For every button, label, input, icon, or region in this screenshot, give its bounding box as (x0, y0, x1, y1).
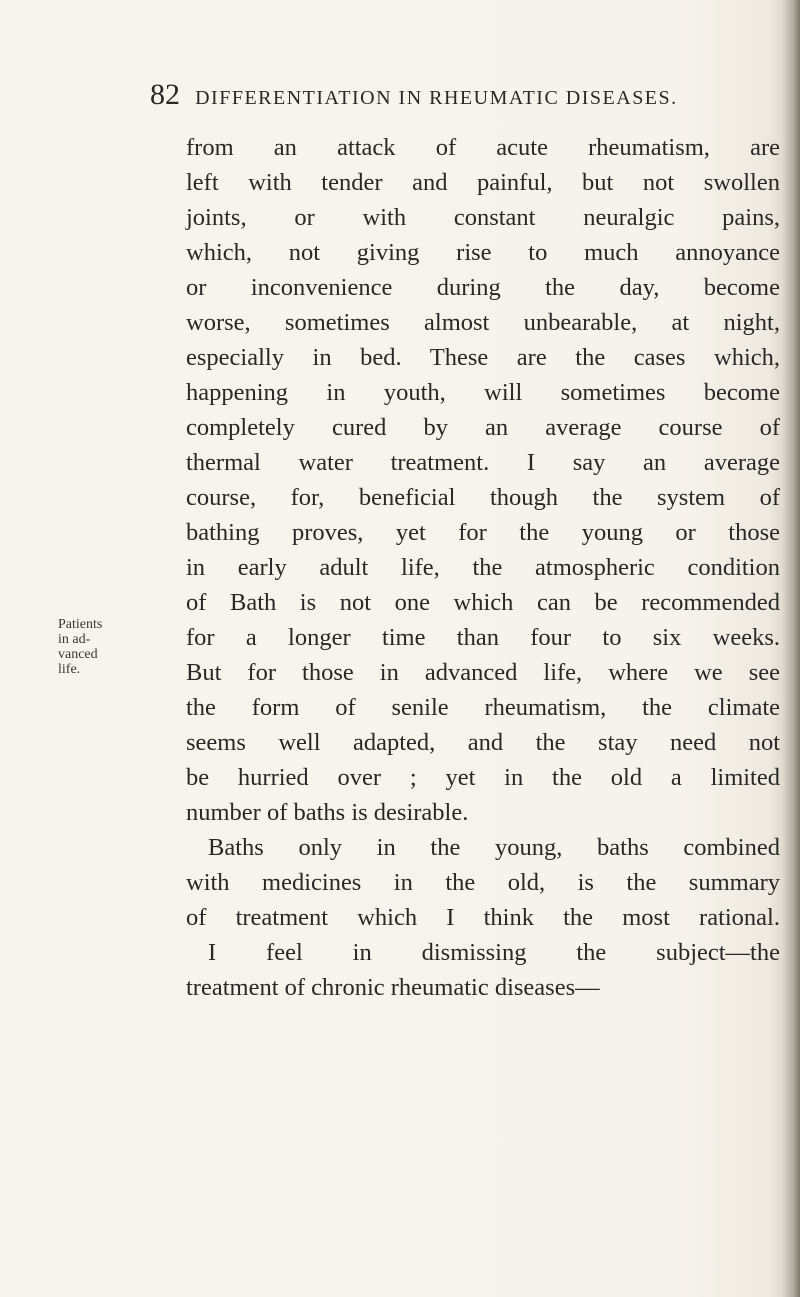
text-line: from an attack of acute rheumatism, are (186, 134, 780, 161)
text-line: the form of senile rheumatism, the climate (186, 694, 780, 721)
text-line: left with tender and painful, but not swollen (186, 169, 780, 196)
text-line: Baths only in the young, baths combined (208, 834, 780, 861)
text-line: number of baths is desirable. (186, 799, 469, 826)
text-line: in early adult life, the atmospheric condition (186, 554, 780, 581)
margin-note-line: Patients (58, 617, 103, 632)
text-line: completely cured by an average course of (186, 414, 780, 441)
text-line: thermal water treatment. I say an average (186, 449, 780, 476)
body-text (186, 130, 780, 1005)
text-line: treatment of chronic rheumatic diseases— (186, 974, 600, 1001)
text-line: especially in bed. These are the cases which, (186, 344, 780, 371)
text-line: But for those in advanced life, where we see (186, 659, 780, 686)
running-head (150, 78, 770, 112)
text-line: which, not giving rise to much annoyance (186, 239, 780, 266)
text-line: joints, or with constant neuralgic pains, (186, 204, 780, 231)
margin-note-line: life. (58, 662, 81, 677)
margin-note (58, 617, 158, 677)
text-line: be hurried over ; yet in the old a limited (186, 764, 780, 791)
text-line: worse, sometimes almost unbearable, at night, (186, 309, 780, 336)
page-edge-shadow (782, 0, 800, 1297)
text-line: I feel in dismissing the subject—the (208, 939, 780, 966)
margin-note-line: in ad- (58, 632, 91, 647)
text-line: seems well adapted, and the stay need not (186, 729, 780, 756)
text-line: course, for, beneficial though the system of (186, 484, 780, 511)
margin-note-line: vanced (58, 647, 98, 662)
text-line: bathing proves, yet for the young or those (186, 519, 780, 546)
text-line: with medicines in the old, is the summary (186, 869, 780, 896)
page-number: 82 (150, 78, 180, 111)
text-line: for a longer time than four to six weeks. (186, 624, 780, 651)
text-line: of treatment which I think the most rational. (186, 904, 780, 931)
text-line: or inconvenience during the day, become (186, 274, 780, 301)
text-line: happening in youth, will sometimes become (186, 379, 780, 406)
text-line: of Bath is not one which can be recommended (186, 589, 780, 616)
running-head-title: DIFFERENTIATION IN RHEUMATIC DISEASES. (195, 87, 678, 109)
